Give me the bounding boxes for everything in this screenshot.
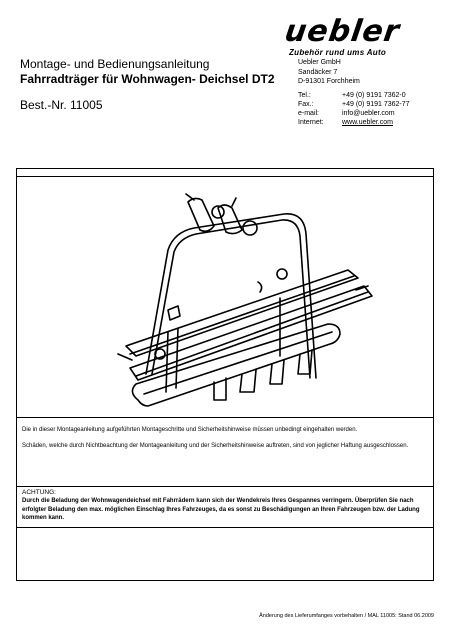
contact-value: +49 (0) 9191 7362-0 — [342, 92, 406, 99]
title-line-product: Fahrradträger für Wohnwagen- Deichsel DT2 — [20, 72, 275, 86]
divider-image-info — [17, 417, 433, 418]
contact-row-email — [298, 109, 410, 118]
contact-row-phone — [298, 91, 410, 100]
divider-info-warning — [17, 486, 433, 487]
company-city: D-91301 Forchheim — [298, 78, 360, 85]
document-title — [20, 57, 280, 87]
website-link[interactable]: www.uebler.com — [342, 119, 393, 126]
logo-wordmark: uebler — [282, 14, 403, 49]
uebler-logo — [282, 14, 435, 61]
frame-top-divider — [17, 176, 433, 177]
warning-heading: ACHTUNG: — [22, 489, 56, 496]
content-frame — [16, 168, 434, 581]
contact-label: e-mail: — [298, 110, 320, 117]
company-contacts — [298, 91, 410, 127]
footer-note: Änderung des Lieferumfanges vorbehalten / MAL 11005: Stand 06.2009 — [259, 613, 434, 619]
logo-tagline: Zubehör rund ums Auto — [289, 48, 387, 57]
safety-info — [22, 426, 427, 459]
info-paragraph: Die in dieser Montageanleitung aufgeführten Montageschritte und Sicherheitshinweise müssen unbedingt eingehalten werden. — [22, 427, 358, 433]
contact-row-fax — [298, 100, 410, 109]
warning-text: Durch die Beladung der Wohnwagendeichsel mit Fahrrädern kann sich der Wendekreis Ihres Gespannes verringern. Überprüfen Sie nach erfolgter Beladung den max. möglichen Einschlag Ihres Fahrzeuges, da es sonst zu Beschädigungen an Ihren Fahrzeugen bzw. der Ladung kommen kann. — [22, 498, 420, 521]
divider-warning-end — [17, 527, 433, 528]
contact-label: Internet: — [298, 119, 324, 126]
contact-label: Fax.: — [298, 101, 314, 108]
title-line-manual: Montage- und Bedienungsanleitung — [20, 57, 210, 71]
bike-carrier-drawing — [18, 178, 433, 418]
company-address — [298, 58, 360, 87]
contact-label: Tel.: — [298, 92, 311, 99]
company-name: Uebler GmbH — [298, 59, 341, 66]
warning-box — [22, 489, 427, 522]
info-paragraph: Schäden, welche durch Nichtbeachtung der Montageanleitung und der Sicherheitshinweise auftreten, sind von jeglicher Haftung ausgeschlossen. — [22, 443, 409, 450]
contact-value: +49 (0) 9191 7362-77 — [342, 101, 410, 108]
email-link[interactable]: info@uebler.com — [342, 110, 395, 117]
company-street: Sandäcker 7 — [298, 68, 338, 76]
contact-row-internet — [298, 118, 410, 127]
order-number: Best.-Nr. 11005 — [20, 98, 103, 112]
